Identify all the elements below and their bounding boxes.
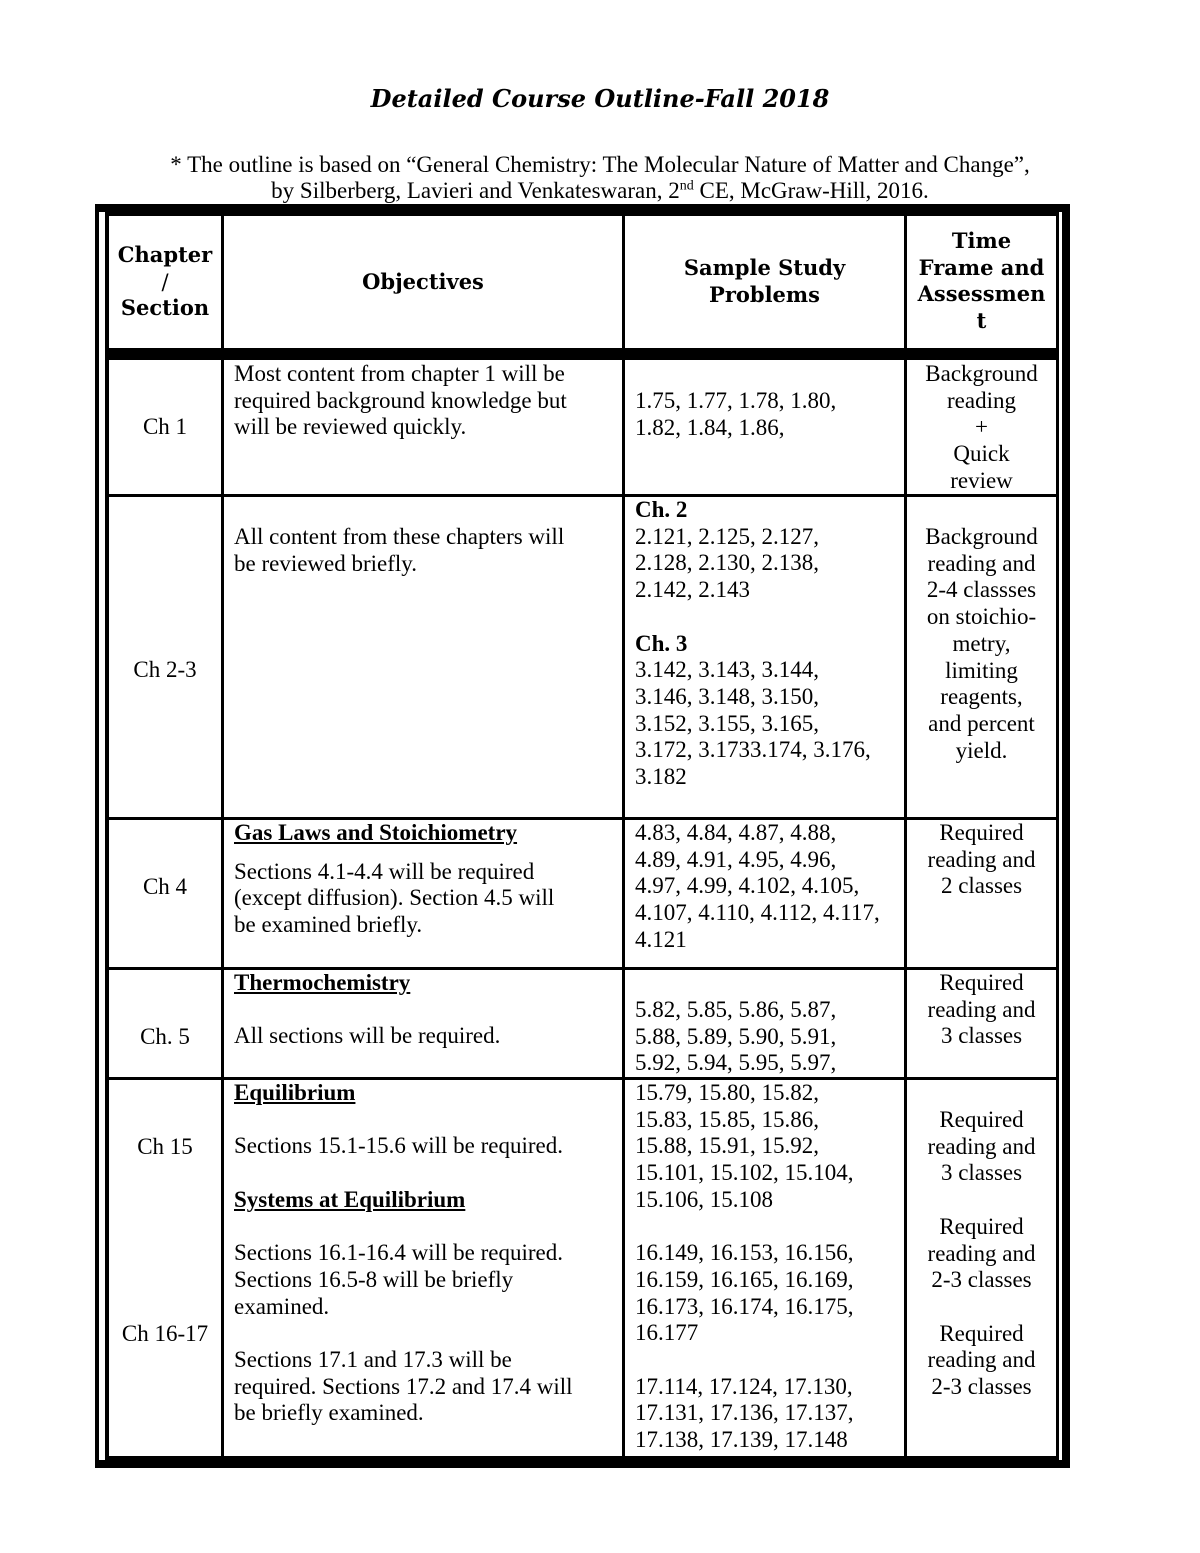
- objective-line: Sections 17.1 and 17.3 will be: [234, 1346, 512, 1372]
- problems-line: 15.101, 15.102, 15.104,: [635, 1160, 854, 1186]
- row-ch1-problems: [625, 388, 904, 441]
- time-line: Required: [939, 1320, 1024, 1346]
- objective-line: examined.: [234, 1293, 330, 1319]
- document-subtitle: [100, 152, 1100, 204]
- table-vline-1: [105, 212, 109, 1460]
- subtitle-line-2: [100, 178, 1100, 204]
- header-objectives-label: Objectives: [362, 269, 484, 294]
- header-time-line: Assessmen: [917, 281, 1046, 307]
- problems-line: 16.149, 16.153, 16.156,: [635, 1240, 854, 1266]
- time-line: Required: [939, 970, 1024, 995]
- header-chapter: [109, 242, 221, 322]
- time-line: reading and: [927, 996, 1036, 1022]
- subtitle-superscript: nd: [679, 178, 694, 194]
- objective-line: required. Sections 17.2 and 17.4 will: [234, 1373, 573, 1399]
- row-ch5-chapter: [109, 1024, 221, 1051]
- row-ch4-time: [907, 820, 1056, 900]
- row-ch4-problems: [625, 820, 904, 954]
- time-line: yield.: [955, 737, 1008, 763]
- time-line: reading: [947, 387, 1016, 413]
- row-ch23-problems: [625, 497, 904, 791]
- problems-line: 2.128, 2.130, 2.138,: [635, 550, 819, 576]
- spacer: [635, 604, 896, 631]
- time-line: Required: [939, 1213, 1024, 1239]
- problems-line: 16.177: [635, 1320, 699, 1346]
- problems-line: 3.146, 3.148, 3.150,: [635, 683, 819, 709]
- row-ch23-objectives: [224, 524, 622, 577]
- header-time-line: Frame and: [918, 254, 1045, 280]
- objective-line: All sections will be required.: [234, 1023, 501, 1049]
- problems-line: 1.75, 1.77, 1.78, 1.80,: [635, 388, 837, 413]
- problems-line: 17.131, 17.136, 17.137,: [635, 1400, 854, 1426]
- objective-line: required background knowledge but: [234, 387, 567, 413]
- header-objectives: [224, 269, 622, 296]
- time-line: 3 classes: [940, 1023, 1023, 1049]
- problems-line: 3.182: [635, 764, 687, 790]
- subtitle-line-1: * The outline is based on “General Chemistry: The Molecular Nature of Matter and Change”,: [170, 152, 1030, 177]
- spacer: [234, 1213, 614, 1240]
- objective-line: be examined briefly.: [234, 912, 423, 938]
- problems-line: 2.142, 2.143: [635, 577, 750, 603]
- problems-line: 16.173, 16.174, 16.175,: [635, 1293, 854, 1319]
- row-ch15-objectives: [224, 1080, 622, 1427]
- row-ch4-chapter: [109, 874, 221, 901]
- spacer: [234, 1320, 614, 1347]
- problems-line: 2.121, 2.125, 2.127,: [635, 523, 819, 549]
- problems-line: 17.138, 17.139, 17.148: [635, 1427, 848, 1453]
- time-line: reading and: [927, 846, 1036, 872]
- objective-line: Sections 4.1-4.4 will be required: [234, 858, 535, 884]
- header-chapter-line: /: [161, 269, 169, 294]
- time-line: metry,: [952, 630, 1011, 656]
- time-line: review: [950, 467, 1013, 493]
- problems-line: 5.92, 5.94, 5.95, 5.97,: [635, 1050, 837, 1076]
- problems-line: 1.82, 1.84, 1.86,: [635, 414, 785, 440]
- objective-line: Sections 15.1-15.6 will be required.: [234, 1133, 563, 1159]
- row-ch23-time: [907, 524, 1056, 764]
- time-line: Required: [939, 1107, 1024, 1132]
- objective-line: Sections 16.1-16.4 will be required.: [234, 1240, 563, 1266]
- time-line: reading and: [927, 1240, 1036, 1266]
- row-ch15-chapter: [109, 1134, 221, 1161]
- section-heading: Gas Laws and Stoichiometry: [234, 820, 518, 845]
- problems-line: 3.172, 3.1733.174, 3.176,: [635, 737, 871, 763]
- problems-line: 5.82, 5.85, 5.86, 5.87,: [635, 997, 837, 1022]
- time-line: Quick: [953, 441, 1010, 467]
- objective-line: Sections 16.5-8 will be briefly: [234, 1266, 514, 1292]
- problems-line: 5.88, 5.89, 5.90, 5.91,: [635, 1023, 837, 1049]
- objective-line: Most content from chapter 1 will be: [234, 361, 565, 386]
- problems-line: 15.79, 15.80, 15.82,: [635, 1080, 819, 1105]
- time-line: on stoichio-: [926, 604, 1037, 630]
- table-vline-5: [1056, 212, 1059, 1460]
- objective-line: be reviewed briefly.: [234, 550, 418, 576]
- time-line: reading and: [927, 1133, 1036, 1159]
- header-chapter-line: Section: [120, 295, 210, 321]
- section-heading: Systems at Equilibrium: [234, 1186, 466, 1212]
- problems-heading: Ch. 3: [635, 630, 688, 656]
- chapter-label: Ch 16-17: [121, 1321, 209, 1346]
- header-problems-line: Sample Study: [683, 255, 846, 280]
- spacer: [907, 1294, 1056, 1321]
- section-heading: Equilibrium: [234, 1080, 356, 1105]
- table-hline-header: [105, 348, 1059, 360]
- time-line: 2-3 classes: [931, 1374, 1032, 1399]
- spacer: [635, 1214, 896, 1241]
- objective-line: will be reviewed quickly.: [234, 414, 467, 440]
- time-line: and percent: [928, 710, 1035, 736]
- row-ch15-problems: [625, 1080, 904, 1454]
- row-ch5-time: [907, 970, 1056, 1050]
- problems-line: 4.121: [635, 926, 687, 952]
- problems-line: 15.106, 15.108: [635, 1186, 773, 1212]
- document-title: Detailed Course Outline-Fall 2018: [370, 84, 830, 113]
- row-ch5-objectives: [224, 970, 622, 1050]
- time-line: 2 classes: [940, 873, 1023, 899]
- row-ch4-objectives: [224, 820, 622, 939]
- header-time-line: t: [976, 308, 987, 334]
- chapter-label: Ch 15: [137, 1134, 193, 1159]
- time-line: limiting: [945, 657, 1018, 683]
- header-time-line: Time: [951, 228, 1012, 253]
- time-line: reading and: [927, 550, 1036, 576]
- row-ch1617-chapter: [109, 1321, 221, 1348]
- problems-line: 16.159, 16.165, 16.169,: [635, 1266, 854, 1292]
- time-line: Background: [925, 361, 1038, 386]
- problems-line: 3.142, 3.143, 3.144,: [635, 657, 819, 683]
- chapter-label: Ch 2-3: [133, 657, 197, 682]
- row-ch15-time: [907, 1107, 1056, 1401]
- row-ch1-time: [907, 361, 1056, 495]
- problems-line: 15.88, 15.91, 15.92,: [635, 1133, 819, 1159]
- spacer: [234, 1160, 614, 1187]
- header-chapter-line: Chapter: [117, 242, 213, 267]
- objective-line: (except diffusion). Section 4.5 will: [234, 885, 555, 911]
- chapter-label: Ch. 5: [140, 1024, 190, 1049]
- time-line: Required: [939, 820, 1024, 845]
- time-line: +: [975, 414, 988, 440]
- problems-line: 4.107, 4.110, 4.112, 4.117,: [635, 900, 880, 926]
- subtitle-line-2-end: CE, McGraw-Hill, 2016.: [693, 178, 929, 203]
- table-hline-bottom: [105, 1456, 1059, 1460]
- chapter-label: Ch 4: [142, 874, 188, 899]
- table-hline-top: [105, 212, 1059, 216]
- spacer: [907, 1187, 1056, 1214]
- header-time: [907, 228, 1056, 335]
- problems-line: 17.114, 17.124, 17.130,: [635, 1373, 853, 1399]
- row-ch1-objectives: [224, 361, 622, 441]
- problems-line: 15.83, 15.85, 15.86,: [635, 1106, 819, 1132]
- time-line: Background: [925, 524, 1038, 549]
- problems-heading: Ch. 2: [635, 497, 688, 522]
- time-line: reagents,: [940, 684, 1023, 710]
- spacer: [234, 1107, 614, 1134]
- problems-line: 3.152, 3.155, 3.165,: [635, 710, 819, 736]
- spacer: [635, 1347, 896, 1374]
- time-line: reading and: [927, 1347, 1036, 1373]
- header-problems-line: Problems: [709, 281, 820, 307]
- chapter-label: Ch 1: [142, 414, 188, 439]
- time-line: 2-4 classses: [926, 577, 1037, 603]
- header-problems: [625, 255, 904, 308]
- problems-line: 4.89, 4.91, 4.95, 4.96,: [635, 846, 837, 872]
- time-line: 3 classes: [940, 1160, 1023, 1186]
- problems-line: 4.83, 4.84, 4.87, 4.88,: [635, 820, 837, 845]
- row-ch23-chapter: [109, 657, 221, 684]
- objective-line: be briefly examined.: [234, 1400, 424, 1426]
- subtitle-line-2-text: by Silberberg, Lavieri and Venkateswaran, 2: [271, 178, 680, 203]
- section-heading: Thermochemistry: [234, 970, 411, 995]
- time-line: 2-3 classes: [931, 1267, 1032, 1293]
- problems-line: 4.97, 4.99, 4.102, 4.105,: [635, 873, 860, 899]
- row-ch1-chapter: [109, 414, 221, 441]
- row-ch5-problems: [625, 997, 904, 1077]
- objective-line: All content from these chapters will: [234, 524, 565, 549]
